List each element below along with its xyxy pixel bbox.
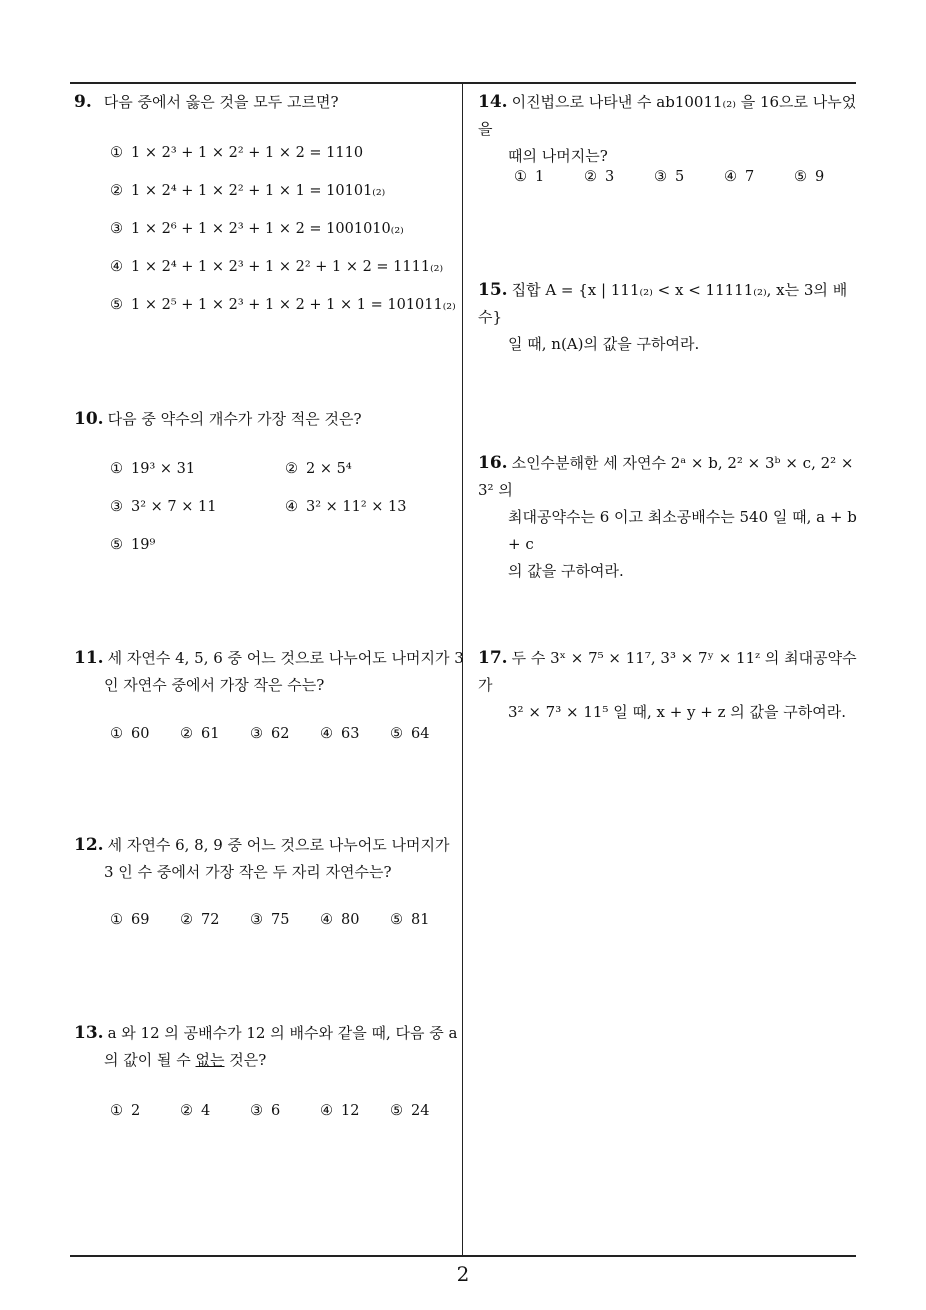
question-stem: 다음 중에서 옳은 것을 모두 고르면?: [103, 93, 339, 111]
q9-option-1[interactable]: ① 1 × 2³ + 1 × 2² + 1 × 2 = 1110: [110, 145, 364, 161]
q13-option-2[interactable]: ② 4: [180, 1103, 211, 1119]
question-17: [478, 645, 863, 726]
bottom-rule: [70, 1255, 856, 1257]
q12-option-5[interactable]: ⑤ 81: [390, 912, 430, 928]
question-stem-line1: 집합 A = {x | 111₍₂₎ < x < 11111₍₂₎, x는 3의 배수}: [478, 281, 848, 326]
question-number: 13.: [74, 1023, 104, 1043]
q9-option-5[interactable]: ⑤ 1 × 2⁵ + 1 × 2³ + 1 × 2 + 1 × 1 = 101011₍₂₎: [110, 297, 456, 313]
question-11: [74, 645, 464, 699]
question-14: [478, 89, 863, 170]
q10-option-3[interactable]: ③ 3² × 7 × 11: [110, 499, 217, 515]
q9-option-2[interactable]: ② 1 × 2⁴ + 1 × 2² + 1 × 1 = 10101₍₂₎: [110, 183, 386, 199]
question-12: [74, 832, 464, 886]
q11-option-1[interactable]: ① 60: [110, 726, 150, 742]
q13-option-4[interactable]: ④ 12: [320, 1103, 360, 1119]
question-16: [478, 450, 863, 585]
q12-option-1[interactable]: ① 69: [110, 912, 150, 928]
question-15: [478, 277, 863, 358]
underlined-word: 없는: [195, 1051, 225, 1069]
q13-option-1[interactable]: ① 2: [110, 1103, 141, 1119]
q14-option-5[interactable]: ⑤ 9: [794, 169, 825, 185]
q12-option-2[interactable]: ② 72: [180, 912, 220, 928]
question-number: 15.: [478, 280, 508, 300]
question-stem-line1: 두 수 3ˣ × 7⁵ × 11⁷, 3³ × 7ʸ × 11ᶻ 의 최대공약수가: [478, 649, 857, 694]
q13-option-5[interactable]: ⑤ 24: [390, 1103, 430, 1119]
q11-option-4[interactable]: ④ 63: [320, 726, 360, 742]
question-stem-line2: 때의 나머지는?: [508, 147, 608, 165]
question-stem-line1: 이진법으로 나타낸 수 ab10011₍₂₎ 을 16으로 나누었을: [478, 93, 857, 138]
q10-option-2[interactable]: ② 2 × 5⁴: [285, 461, 352, 477]
question-13: [74, 1020, 464, 1074]
question-stem-line1: 소인수분해한 세 자연수 2ᵃ × b, 2² × 3ᵇ × c, 2² × 3² 의: [478, 454, 854, 499]
question-stem-line2: 인 자연수 중에서 가장 작은 수는?: [104, 676, 325, 694]
q11-option-2[interactable]: ② 61: [180, 726, 220, 742]
question-number: 12.: [74, 835, 104, 855]
question-number: 16.: [478, 453, 508, 473]
question-stem-line2: 3² × 7³ × 11⁵ 일 때, x + y + z 의 값을 구하여라.: [508, 703, 847, 721]
q11-option-5[interactable]: ⑤ 64: [390, 726, 430, 742]
question-stem-line2: 3 인 수 중에서 가장 작은 두 자리 자연수는?: [104, 863, 392, 881]
question-stem-line2: 최대공약수는 6 이고 최소공배수는 540 일 때, a + b + c: [508, 508, 857, 553]
q12-option-4[interactable]: ④ 80: [320, 912, 360, 928]
q14-option-2[interactable]: ② 3: [584, 169, 615, 185]
question-number: 10.: [74, 409, 104, 429]
q14-option-4[interactable]: ④ 7: [724, 169, 755, 185]
q11-option-3[interactable]: ③ 62: [250, 726, 290, 742]
q13-option-3[interactable]: ③ 6: [250, 1103, 281, 1119]
question-stem-line1: 세 자연수 4, 5, 6 중 어느 것으로 나누어도 나머지가 3: [107, 649, 464, 667]
question-stem-line3: 의 값을 구하여라.: [508, 562, 624, 580]
question-number: 11.: [74, 648, 104, 668]
question-10: [74, 406, 459, 433]
q14-option-3[interactable]: ③ 5: [654, 169, 685, 185]
q10-option-4[interactable]: ④ 3² × 11² × 13: [285, 499, 407, 515]
question-number: 14.: [478, 92, 508, 112]
question-number: 9.: [74, 92, 92, 112]
q10-option-1[interactable]: ① 19³ × 31: [110, 461, 196, 477]
question-number: 17.: [478, 648, 508, 668]
q9-option-4[interactable]: ④ 1 × 2⁴ + 1 × 2³ + 1 × 2² + 1 × 2 = 1111₍₂₎: [110, 259, 444, 275]
question-stem-line1: 세 자연수 6, 8, 9 중 어느 것으로 나누어도 나머지가: [107, 836, 450, 854]
page-number: 2: [456, 1262, 470, 1286]
q12-option-3[interactable]: ③ 75: [250, 912, 290, 928]
q10-option-5[interactable]: ⑤ 19⁹: [110, 537, 156, 553]
question-stem: 다음 중 약수의 개수가 가장 적은 것은?: [107, 410, 362, 428]
question-stem-line2: 의 값이 될 수 없는 것은?: [104, 1051, 267, 1069]
question-stem-line2: 일 때, n(A)의 값을 구하여라.: [508, 335, 700, 353]
q9-option-3[interactable]: ③ 1 × 2⁶ + 1 × 2³ + 1 × 2 = 1001010₍₂₎: [110, 221, 404, 237]
q14-option-1[interactable]: ① 1: [514, 169, 545, 185]
question-stem-line1: a 와 12 의 공배수가 12 의 배수와 같을 때, 다음 중 a: [107, 1024, 458, 1042]
question-9: [74, 89, 459, 116]
